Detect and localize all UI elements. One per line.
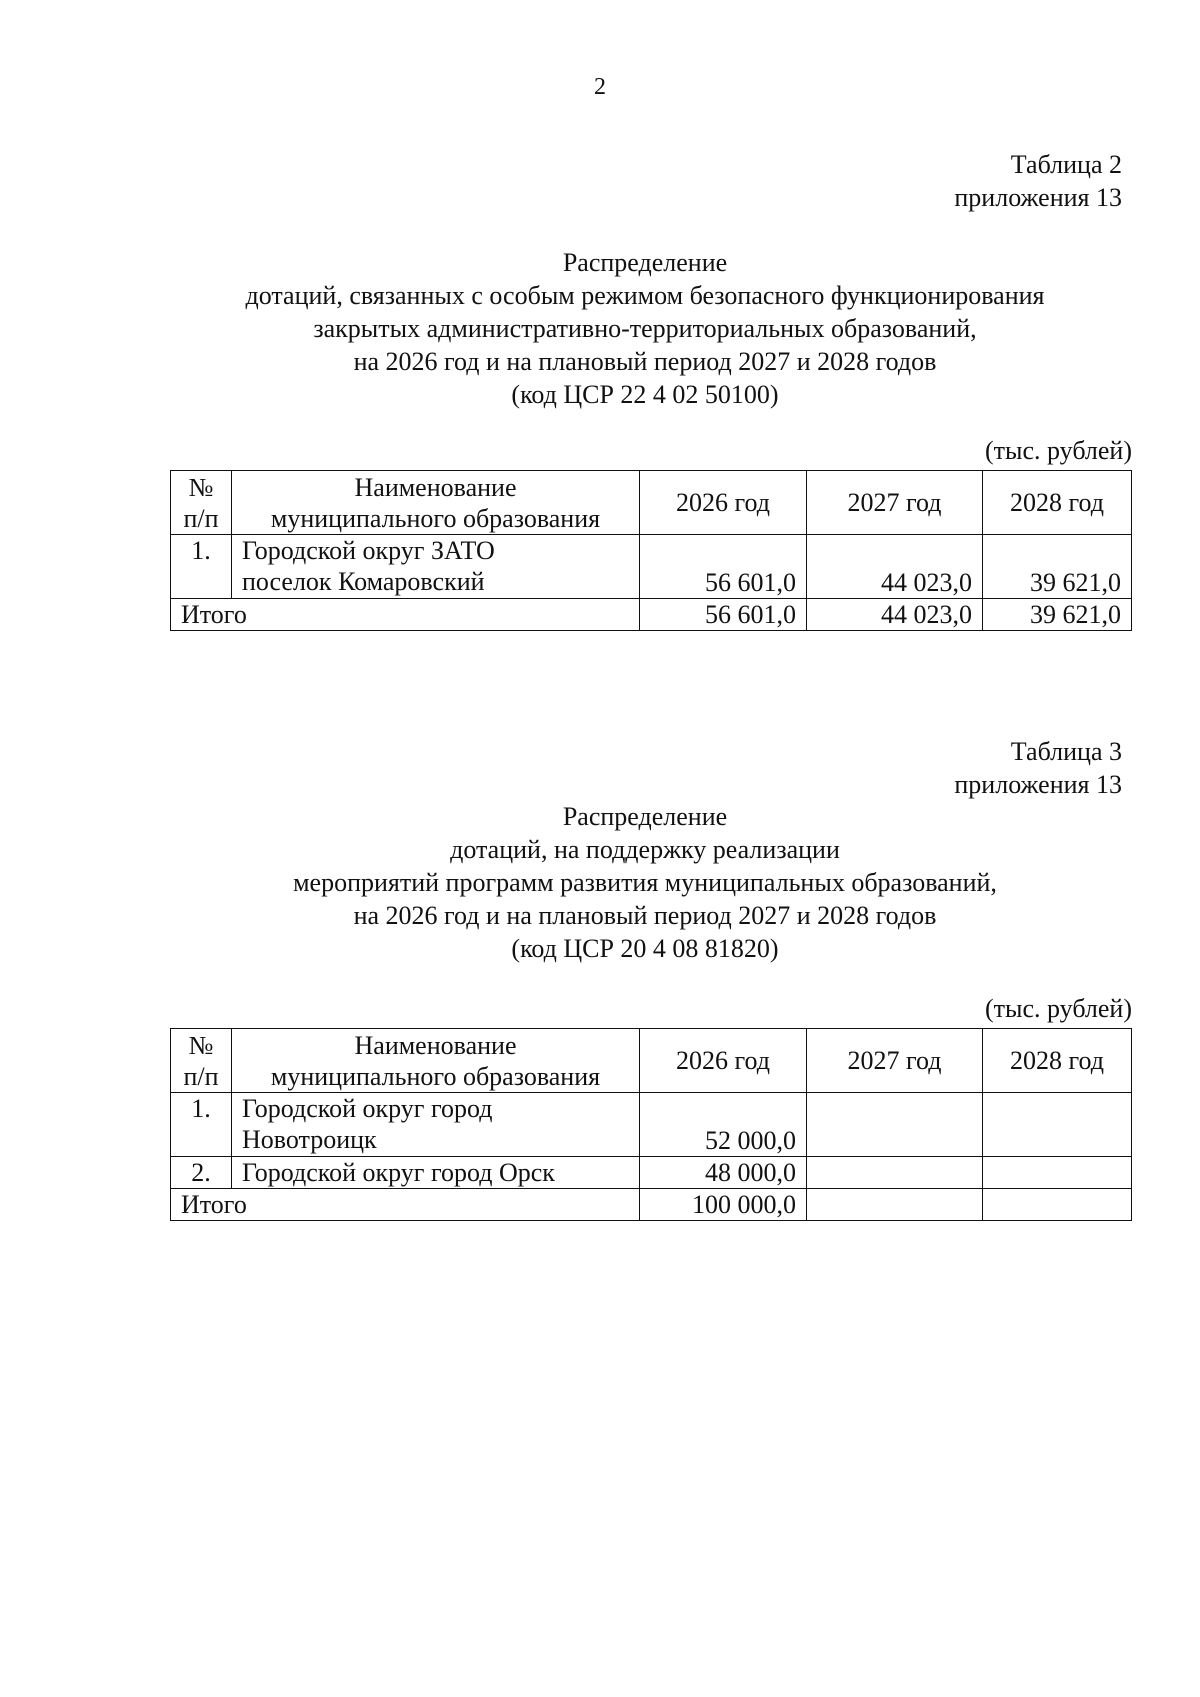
row-num: 1. — [171, 535, 232, 599]
total-label: Итого — [171, 1189, 640, 1221]
row-value-2026: 56 601,0 — [640, 535, 807, 599]
header-name-line: Наименование — [354, 472, 517, 502]
header-name — [232, 1029, 640, 1093]
table-3-title — [45, 800, 1200, 965]
title-line: дотаций, на поддержку реализации — [450, 835, 840, 864]
title-line: (код ЦСР 20 4 08 81820) — [511, 934, 779, 963]
row-name-line: Городской округ город — [242, 1094, 493, 1123]
table-3 — [170, 1028, 1132, 1221]
table-row — [171, 1157, 1132, 1189]
table-3-units: (тыс. рублей) — [984, 994, 1132, 1023]
row-name — [232, 535, 640, 599]
total-label: Итого — [171, 599, 640, 631]
caption-line: Таблица 2 — [1010, 150, 1122, 179]
total-value-2028: 39 621,0 — [983, 599, 1132, 631]
total-row — [171, 599, 1132, 631]
row-name-line: поселок Комаровский — [242, 567, 485, 596]
header-num — [171, 1029, 232, 1093]
row-value-2028 — [983, 1157, 1132, 1189]
caption-line: приложения 13 — [954, 770, 1122, 799]
row-num: 1. — [171, 1093, 232, 1157]
title-line: Распределение — [562, 248, 728, 277]
row-num: 2. — [171, 1157, 232, 1189]
header-name — [232, 471, 640, 535]
row-name — [232, 1093, 640, 1157]
table-2-caption — [954, 148, 1122, 214]
table-2-title — [45, 246, 1200, 411]
caption-line: приложения 13 — [954, 183, 1122, 212]
row-name — [232, 1157, 640, 1189]
header-num — [171, 471, 232, 535]
header-2027: 2027 год — [807, 1029, 983, 1093]
page-number: 2 — [594, 74, 606, 100]
header-name-line: муниципального образования — [270, 1061, 601, 1091]
table-header-row — [171, 1029, 1132, 1093]
table-row — [171, 535, 1132, 599]
total-value-2027: 44 023,0 — [807, 599, 983, 631]
title-line: дотаций, связанных с особым режимом безопасного функционирования — [245, 281, 1045, 310]
header-num-line: № — [188, 1030, 214, 1060]
total-row — [171, 1189, 1132, 1221]
title-line: мероприятий программ развития муниципальных образований, — [293, 868, 997, 897]
row-value-2027 — [807, 1157, 983, 1189]
table-row — [171, 1093, 1132, 1157]
title-line: на 2026 год и на плановый период 2027 и 2028 годов — [353, 347, 937, 376]
header-num-line: п/п — [183, 503, 219, 533]
table-2-units: (тыс. рублей) — [984, 436, 1132, 465]
title-line: закрытых административно-территориальных образований, — [313, 314, 977, 343]
table-3-caption — [954, 735, 1122, 801]
row-value-2026: 52 000,0 — [640, 1093, 807, 1157]
row-name-line: Городской округ ЗАТО — [242, 536, 495, 565]
title-line: Распределение — [562, 802, 728, 831]
header-num-line: п/п — [183, 1061, 219, 1091]
total-value-2028 — [983, 1189, 1132, 1221]
row-name-line: Новотроицк — [242, 1125, 377, 1154]
title-line: (код ЦСР 22 4 02 50100) — [511, 380, 779, 409]
row-value-2028 — [983, 1093, 1132, 1157]
header-2027: 2027 год — [807, 471, 983, 535]
header-name-line: муниципального образования — [270, 503, 601, 533]
row-value-2026: 48 000,0 — [640, 1157, 807, 1189]
total-value-2027 — [807, 1189, 983, 1221]
table-2 — [170, 470, 1132, 631]
header-name-line: Наименование — [354, 1030, 517, 1060]
row-value-2027: 44 023,0 — [807, 535, 983, 599]
total-value-2026: 100 000,0 — [640, 1189, 807, 1221]
row-value-2027 — [807, 1093, 983, 1157]
header-2028: 2028 год — [983, 1029, 1132, 1093]
row-value-2028: 39 621,0 — [983, 535, 1132, 599]
table-header-row — [171, 471, 1132, 535]
header-2026: 2026 год — [640, 471, 807, 535]
total-value-2026: 56 601,0 — [640, 599, 807, 631]
caption-line: Таблица 3 — [1010, 737, 1122, 766]
header-2026: 2026 год — [640, 1029, 807, 1093]
title-line: на 2026 год и на плановый период 2027 и 2028 годов — [353, 901, 937, 930]
header-2028: 2028 год — [983, 471, 1132, 535]
row-name-line: Городской округ город Орск — [242, 1158, 555, 1187]
header-num-line: № — [188, 472, 214, 502]
